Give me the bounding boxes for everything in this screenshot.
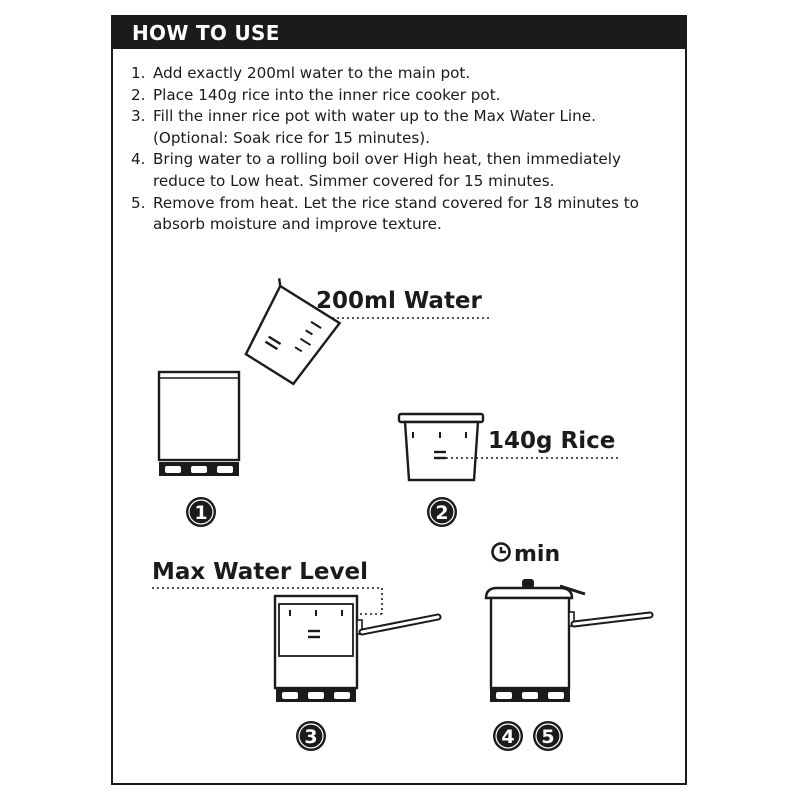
covered-pot-icon bbox=[486, 579, 650, 702]
step-badge-3 bbox=[296, 721, 326, 751]
pot-with-inner-pot-icon bbox=[275, 596, 438, 702]
step-badge-5 bbox=[533, 721, 563, 751]
rice-label: 140g Rice bbox=[488, 428, 616, 454]
step-number: 2. bbox=[131, 85, 146, 104]
step-text: Add exactly 200ml water to the main pot. bbox=[153, 64, 471, 82]
step-badge-4 bbox=[493, 721, 523, 751]
water-label-group bbox=[312, 288, 492, 318]
rice-pot-icon bbox=[399, 414, 483, 480]
header-title: HOW TO USE bbox=[132, 21, 280, 45]
step-badge-number: 2 bbox=[435, 502, 449, 524]
step-text: Fill the inner rice pot with water up to the Max Water Line. (Optional: Soak rice for 15 minutes). bbox=[153, 107, 596, 147]
step-badge-number: 5 bbox=[541, 726, 555, 748]
step-text: Place 140g rice into the inner rice cooker pot. bbox=[153, 85, 501, 104]
step-badge-number: 1 bbox=[194, 502, 208, 524]
step-badge-number: 4 bbox=[501, 726, 515, 748]
timer-label-group bbox=[493, 542, 561, 567]
step-text: Bring water to a rolling boil over High heat, then immediately reduce to Low heat. Simmer covered for 15 minutes. bbox=[153, 150, 621, 190]
step-number: 4. bbox=[131, 150, 146, 169]
step-number: 5. bbox=[131, 193, 146, 212]
step-number: 3. bbox=[131, 107, 146, 126]
clock-icon bbox=[493, 544, 510, 561]
step-number: 1. bbox=[131, 64, 146, 82]
max-level-label: Max Water Level bbox=[152, 559, 368, 585]
step-badge-1 bbox=[186, 497, 216, 527]
step-text: Remove from heat. Let the rice stand covered for 18 minutes to absorb moisture and improve texture. bbox=[153, 193, 639, 234]
step-badge-2 bbox=[427, 497, 457, 527]
step-badge-number: 3 bbox=[304, 726, 318, 748]
main-pot-icon bbox=[159, 372, 239, 476]
timer-label: min bbox=[514, 542, 561, 567]
water-label: 200ml Water bbox=[316, 288, 482, 314]
